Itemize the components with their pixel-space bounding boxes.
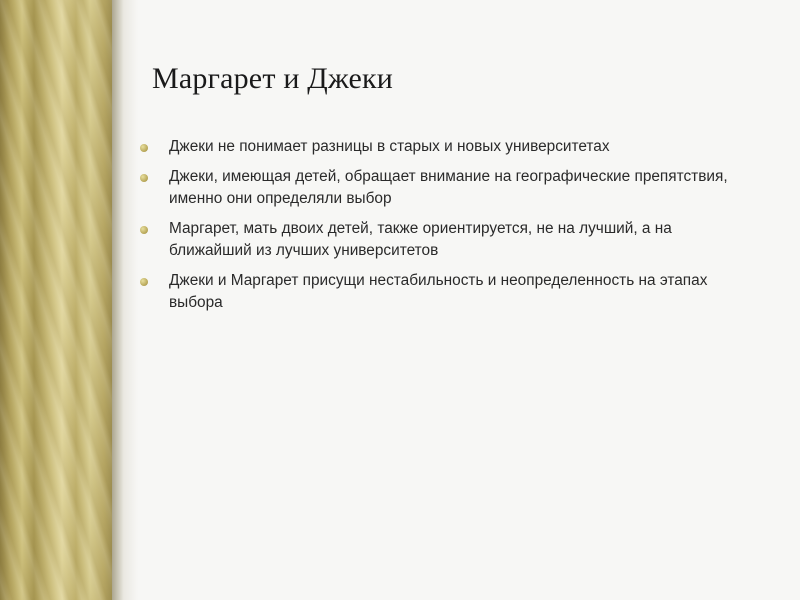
bullet-item — [138, 218, 758, 263]
gold-dot-icon — [140, 226, 148, 234]
bullet-text: Джеки не понимает разницы в старых и новых университетах — [169, 138, 610, 155]
gold-dot-icon — [140, 278, 148, 286]
gold-dot-icon — [140, 174, 148, 182]
bullet-item — [138, 166, 758, 211]
bullet-item — [138, 270, 758, 315]
decorative-curtain-border — [0, 0, 112, 600]
bullet-text: Маргарет, мать двоих детей, также ориентируется, не на лучший, а на ближайший из лучших университетов — [169, 219, 672, 259]
bullet-text: Джеки и Маргарет присущи нестабильность и неопределенность на этапах выбора — [169, 271, 708, 311]
curtain-shadow — [112, 0, 138, 600]
slide-title: Маргарет и Джеки — [152, 62, 394, 95]
bullet-text: Джеки, имеющая детей, обращает внимание на географические препятствия, именно они определяли выбор — [169, 167, 728, 207]
bullet-item — [138, 136, 758, 159]
bullet-list — [138, 136, 758, 322]
gold-dot-icon — [140, 144, 148, 152]
